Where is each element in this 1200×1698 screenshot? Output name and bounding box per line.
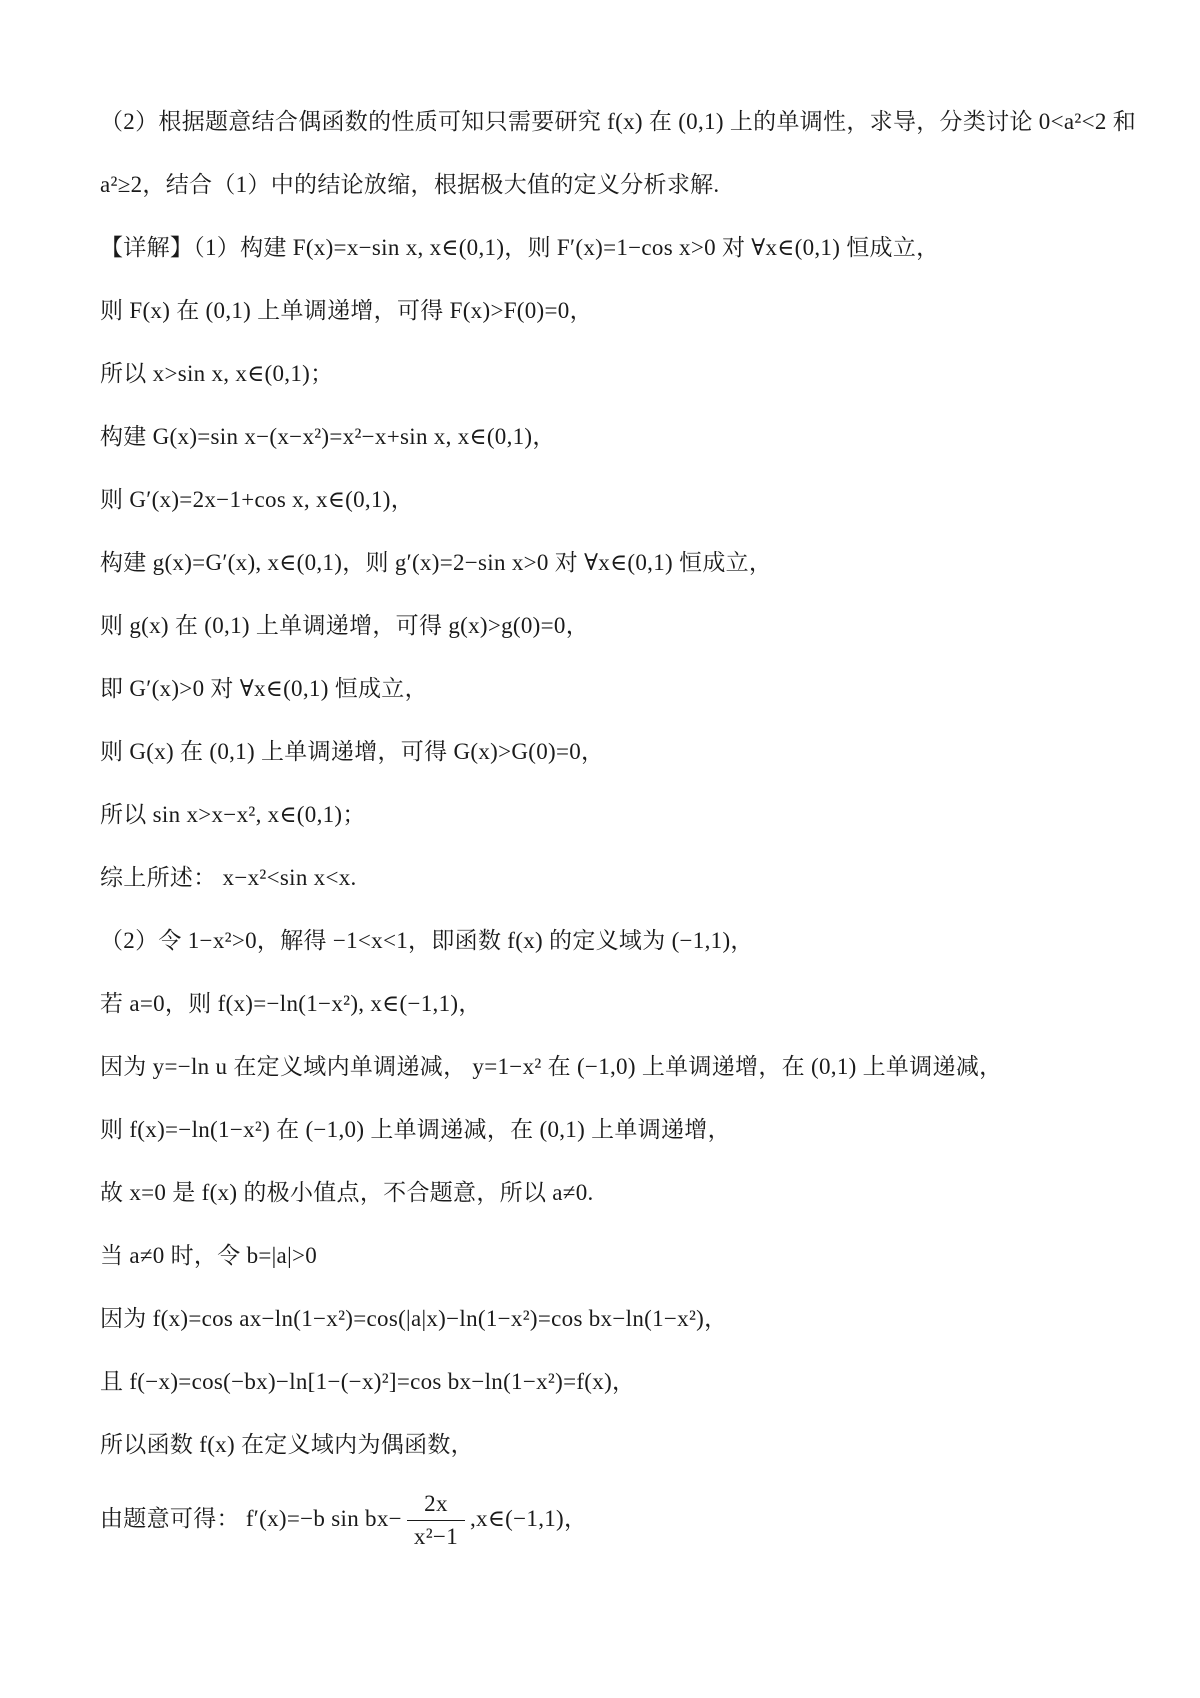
fraction-numerator: 2x bbox=[407, 1491, 465, 1521]
solution-line: （2）根据题意结合偶函数的性质可知只需要研究 f(x) 在 (0,1) 上的单调性，求导，分类讨论 0<a²<2 和 bbox=[100, 109, 1136, 134]
solution-line: 因为 y=−ln u 在定义域内单调递减， y=1−x² 在 (−1,0) 上单调递增，在 (0,1) 上单调递减， bbox=[100, 1054, 1003, 1079]
derivative-formula-line bbox=[100, 1491, 1112, 1551]
solution-line: 【详解】（1）构建 F(x)=x−sin x, x∈(0,1)，则 F′(x)=1−cos x>0 对 ∀x∈(0,1) 恒成立， bbox=[100, 235, 940, 260]
solution-line: 则 G(x) 在 (0,1) 上单调递增，可得 G(x)>G(0)=0， bbox=[100, 739, 605, 764]
formula-suffix: ,x∈(−1,1)， bbox=[470, 1506, 588, 1532]
solution-line: 构建 G(x)=sin x−(x−x²)=x²−x+sin x, x∈(0,1)， bbox=[100, 424, 556, 449]
solution-line: 即 G′(x)>0 对 ∀x∈(0,1) 恒成立， bbox=[100, 676, 428, 701]
solution-line: 则 G′(x)=2x−1+cos x, x∈(0,1)， bbox=[100, 487, 415, 512]
solution-line: 则 g(x) 在 (0,1) 上单调递增，可得 g(x)>g(0)=0， bbox=[100, 613, 590, 638]
solution-line: 所以 sin x>x−x², x∈(0,1)； bbox=[100, 802, 366, 827]
solution-line: 综上所述： x−x²<sin x<x. bbox=[100, 865, 357, 890]
solution-line: 因为 f(x)=cos ax−ln(1−x²)=cos(|a|x)−ln(1−x²)=cos bx−ln(1−x²)， bbox=[100, 1306, 728, 1331]
fraction bbox=[407, 1491, 465, 1551]
solution-line: 则 F(x) 在 (0,1) 上单调递增，可得 F(x)>F(0)=0， bbox=[100, 298, 593, 323]
solution-line: 则 f(x)=−ln(1−x²) 在 (−1,0) 上单调递减，在 (0,1) 上单调递增， bbox=[100, 1117, 731, 1142]
solution-line: 构建 g(x)=G′(x), x∈(0,1)，则 g′(x)=2−sin x>0 对 ∀x∈(0,1) 恒成立， bbox=[100, 550, 773, 575]
solution-line: a²≥2，结合（1）中的结论放缩，根据极大值的定义分析求解. bbox=[100, 172, 720, 197]
solution-line: 所以函数 f(x) 在定义域内为偶函数， bbox=[100, 1432, 474, 1457]
fraction-denominator: x²−1 bbox=[413, 1524, 458, 1550]
solution-line: 若 a=0，则 f(x)=−ln(1−x²), x∈(−1,1)， bbox=[100, 991, 482, 1016]
solution-line: 故 x=0 是 f(x) 的极小值点，不合题意，所以 a≠0. bbox=[100, 1180, 594, 1205]
solution-line: 所以 x>sin x, x∈(0,1)； bbox=[100, 361, 334, 386]
solution-line: 当 a≠0 时，令 b=|a|>0 bbox=[100, 1243, 318, 1268]
formula-prefix: 由题意可得： f′(x)=−b sin bx− bbox=[100, 1506, 402, 1532]
solution-line: 且 f(−x)=cos(−bx)−ln[1−(−x)²]=cos bx−ln(1−x²)=f(x)， bbox=[100, 1369, 636, 1394]
solution-line: （2）令 1−x²>0，解得 −1<x<1，即函数 f(x) 的定义域为 (−1,1)， bbox=[100, 928, 754, 953]
